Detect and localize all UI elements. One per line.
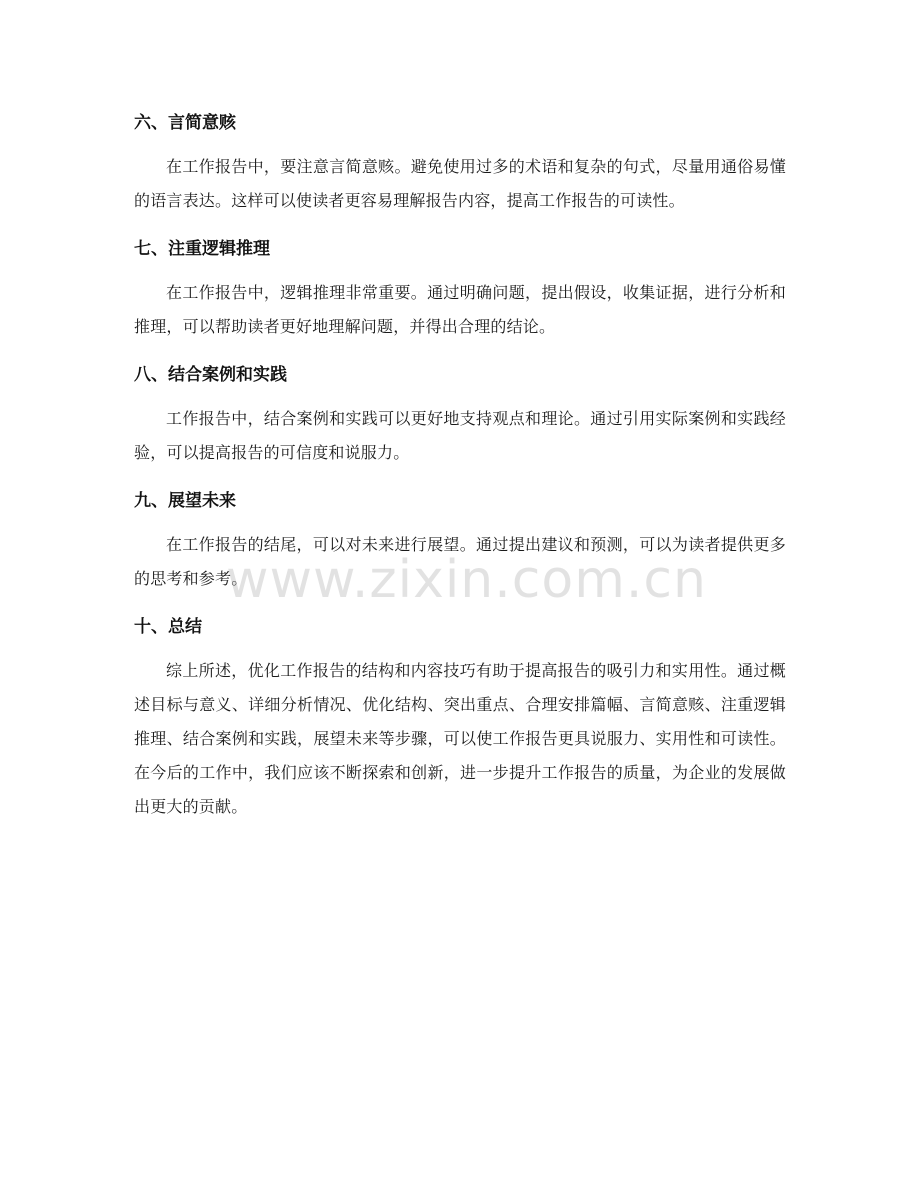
section-paragraph: 在工作报告的结尾，可以对未来进行展望。通过提出建议和预测，可以为读者提供更多的思考和参考。 [134, 535, 786, 588]
document-body [134, 108, 786, 840]
section-heading: 八、结合案例和实践 [134, 365, 287, 385]
section-heading: 七、注重逻辑推理 [134, 239, 270, 259]
section-7 [134, 234, 786, 344]
section-paragraph: 在工作报告中，要注意言简意赅。避免使用过多的术语和复杂的句式，尽量用通俗易懂的语言表达。这样可以使读者更容易理解报告内容，提高工作报告的可读性。 [134, 157, 786, 210]
section-heading: 九、展望未来 [134, 491, 236, 511]
section-6 [134, 108, 786, 218]
section-8 [134, 360, 786, 470]
section-heading: 六、言简意赅 [134, 113, 236, 133]
section-paragraph: 工作报告中，结合案例和实践可以更好地支持观点和理论。通过引用实际案例和实践经验，可以提高报告的可信度和说服力。 [134, 409, 786, 462]
section-paragraph: 在工作报告中，逻辑推理非常重要。通过明确问题，提出假设，收集证据，进行分析和推理，可以帮助读者更好地理解问题，并得出合理的结论。 [134, 283, 786, 336]
section-9 [134, 486, 786, 596]
section-paragraph: 综上所述，优化工作报告的结构和内容技巧有助于提高报告的吸引力和实用性。通过概述目标与意义、详细分析情况、优化结构、突出重点、合理安排篇幅、言简意赅、注重逻辑推理、结合案例和实践，展望未来等步骤，可以使工作报告更具说服力、实用性和可读性。在今后的工作中，我们应该不断探索和创新，进一步提升工作报告的质量，为企业的发展做出更大的贡献。 [134, 661, 786, 816]
section-10 [134, 612, 786, 824]
watermark: www.zixin.com.cn [226, 550, 707, 610]
section-heading: 十、总结 [134, 617, 202, 637]
